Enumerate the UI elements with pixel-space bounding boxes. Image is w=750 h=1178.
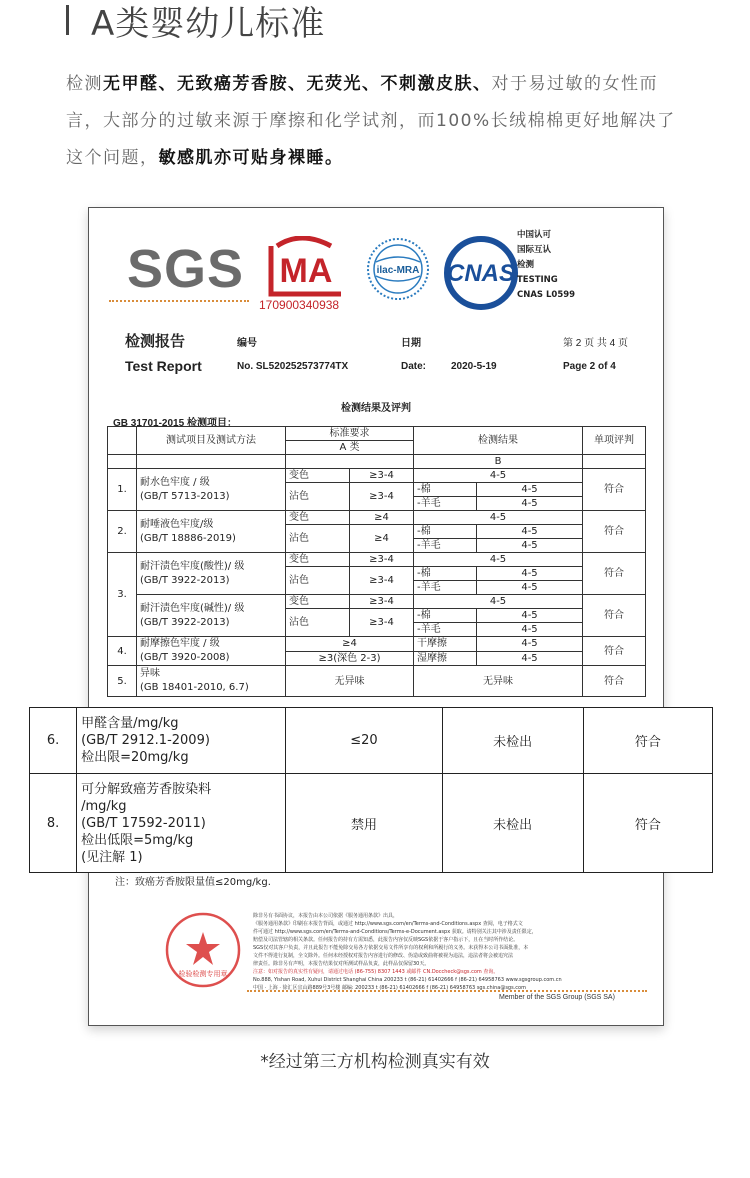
table-header-row bbox=[108, 427, 646, 441]
req-label: 变色 bbox=[286, 553, 350, 567]
result-label: -棉 bbox=[414, 567, 477, 581]
header-judgement: 单项评判 bbox=[583, 427, 646, 455]
cnas-logo-text: CNAS bbox=[446, 260, 516, 287]
results-table bbox=[107, 426, 646, 697]
cnas-line: TESTING bbox=[517, 275, 558, 285]
cnas-line: 国际互认 bbox=[517, 245, 552, 255]
cnas-line: 检测 bbox=[517, 260, 535, 270]
row-judgement: 符合 bbox=[583, 469, 646, 511]
page-number-cn: 第 2 页 共 4 页 bbox=[563, 338, 629, 349]
row-item bbox=[77, 708, 286, 774]
table-row bbox=[108, 511, 646, 525]
row-number: 2. bbox=[108, 511, 137, 553]
fine-line: 律责任。除非另有声明，本报告结果仅对所测试样品负责，此样品仅保留30天。 bbox=[253, 961, 430, 967]
cma-logo-text: MA bbox=[279, 252, 333, 290]
report-title-cn: 检测报告 bbox=[125, 332, 186, 350]
date-label-en: Date: bbox=[401, 361, 427, 372]
result-value: 4-5 bbox=[414, 511, 583, 525]
result-value: 无异味 bbox=[414, 666, 583, 697]
req-value: ≥3-4 bbox=[350, 553, 414, 567]
req-label: 沾色 bbox=[286, 567, 350, 595]
table-row bbox=[108, 595, 646, 609]
fine-line: 除非另有书面协议，本报告由本公司依据《服务通用条款》出具， bbox=[253, 913, 399, 919]
item-name: 耐摩擦色牢度 / 级 bbox=[140, 638, 220, 649]
result-label: -棉 bbox=[414, 609, 477, 623]
table-row bbox=[108, 666, 646, 697]
page-number-en: Page 2 of 4 bbox=[563, 361, 616, 372]
item-method: (GB/T 3922-2013) bbox=[140, 574, 230, 586]
report-date: 2020-5-19 bbox=[451, 361, 497, 372]
row-number: 8. bbox=[30, 774, 77, 873]
table-header-row bbox=[108, 455, 646, 469]
table-row bbox=[108, 637, 646, 652]
result-value: 4-5 bbox=[477, 637, 583, 652]
fine-line: 赔偿及司法管辖的相关条款。任何报告的持有方需知悉，此报告内容仅反映SGS依据于客户指示下，且在当时所作结论。 bbox=[253, 937, 519, 943]
item-line: /mg/kg bbox=[81, 798, 127, 814]
req-value: ≤20 bbox=[286, 708, 442, 774]
sgs-logo: SGS bbox=[127, 239, 245, 299]
fine-line: SGS仅对其客户负责，并且此报告不能免除交易各方依据交易文件所享有的权利和所履行的义务。未获得本公司书面批准，本 bbox=[253, 945, 529, 951]
result-label: 湿摩擦 bbox=[414, 651, 477, 666]
row-item bbox=[137, 595, 286, 637]
header-requirement: 标准要求 bbox=[286, 427, 414, 441]
result-label: -羊毛 bbox=[414, 539, 477, 553]
table-cell bbox=[286, 455, 414, 469]
cma-logo bbox=[261, 236, 351, 306]
header-class-b: B bbox=[414, 455, 583, 469]
req-value: 无异味 bbox=[286, 666, 414, 697]
header-result: 检测结果 bbox=[414, 427, 583, 455]
req-label: 变色 bbox=[286, 511, 350, 525]
row-judgement: 符合 bbox=[583, 637, 646, 666]
result-label: -羊毛 bbox=[414, 497, 477, 511]
address-line: No.888, Yishan Road, Xuhui District Shanghai China 200233 t (86-21) 61402666 f (86-21) 64958763 www.sgsgroup.com.cn bbox=[253, 977, 562, 983]
item-name: 耐汗渍色牢度(酸性)/ 级 bbox=[140, 560, 245, 572]
result-value: 4-5 bbox=[477, 609, 583, 623]
result-label: 干摩擦 bbox=[414, 637, 477, 652]
req-value: ≥3-4 bbox=[350, 469, 414, 483]
item-name: 异味 bbox=[140, 668, 160, 679]
intro-bold-1: 无甲醛、无致癌芳香胺、无荧光、不刺激皮肤、 bbox=[103, 74, 492, 94]
row-judgement: 符合 bbox=[583, 553, 646, 595]
highlighted-results-table bbox=[29, 707, 713, 873]
intro-text-2: 对于易过敏的女性而言，大部分的过敏来源于摩擦和化学试剂，而100%长绒棉棉更好地解决了这个问题， bbox=[66, 74, 676, 168]
req-value: 禁用 bbox=[286, 774, 442, 873]
cnas-line: 中国认可 bbox=[517, 230, 552, 240]
row-judgement: 符合 bbox=[583, 774, 712, 873]
result-value: 4-5 bbox=[477, 623, 583, 637]
results-section-title: 检测结果及评判 bbox=[341, 403, 411, 414]
req-label: 沾色 bbox=[286, 609, 350, 637]
official-seal-stamp bbox=[163, 910, 243, 990]
req-label: 沾色 bbox=[286, 525, 350, 553]
row-item bbox=[137, 469, 286, 511]
row-item bbox=[137, 511, 286, 553]
cnas-logo bbox=[439, 234, 523, 312]
table-cell bbox=[108, 455, 137, 469]
row-judgement: 符合 bbox=[583, 666, 646, 697]
page-title: A类婴幼儿标准 bbox=[91, 3, 326, 44]
table-row bbox=[30, 774, 713, 873]
footnote: 注：致癌芳香胺限量值≤20mg/kg. bbox=[115, 877, 271, 888]
result-value: 4-5 bbox=[414, 553, 583, 567]
row-item bbox=[77, 774, 286, 873]
row-item bbox=[137, 637, 286, 666]
header-class: A 类 bbox=[286, 441, 414, 455]
item-line: 甲醛含量/mg/kg bbox=[81, 716, 179, 731]
result-value: 4-5 bbox=[477, 483, 583, 497]
table-row bbox=[108, 469, 646, 483]
result-value: 未检出 bbox=[442, 774, 583, 873]
row-judgement: 符合 bbox=[583, 595, 646, 637]
intro-text-1: 检测 bbox=[66, 74, 103, 94]
item-name: 耐汗渍色牢度(碱性)/ 级 bbox=[140, 602, 245, 614]
req-label: 沾色 bbox=[286, 483, 350, 511]
item-line: 可分解致癌芳香胺染料 bbox=[81, 781, 212, 797]
row-item bbox=[137, 666, 286, 697]
row-number: 6. bbox=[30, 708, 77, 774]
req-label: 变色 bbox=[286, 469, 350, 483]
intro-bold-2: 敏感肌亦可贴身裸睡。 bbox=[158, 148, 344, 168]
ilac-mra-logo bbox=[365, 230, 431, 308]
result-value: 4-5 bbox=[477, 525, 583, 539]
item-method: (GB/T 3922-2013) bbox=[140, 616, 230, 628]
item-name: 耐水色牢度 / 级 bbox=[140, 476, 210, 488]
result-value: 4-5 bbox=[477, 539, 583, 553]
table-row bbox=[30, 708, 713, 774]
number-label: 编号 bbox=[237, 338, 257, 349]
result-value: 4-5 bbox=[414, 595, 583, 609]
fine-line: 《服务通用条款》印刷在本报告背面，或通过 http://www.sgs.com/en/Terms-and-Conditions.aspx 查阅，电子格式文 bbox=[253, 921, 523, 927]
table-cell bbox=[583, 455, 646, 469]
row-item bbox=[137, 553, 286, 595]
cnas-line: CNAS L0599 bbox=[517, 290, 576, 300]
cnas-accreditation-text bbox=[517, 228, 575, 303]
item-line: (GB/T 17592-2011) bbox=[81, 815, 206, 831]
result-value: 未检出 bbox=[442, 708, 583, 774]
standard-label: GB 31701-2015 检测项目： bbox=[113, 418, 237, 429]
result-value: 4-5 bbox=[477, 567, 583, 581]
result-value: 4-5 bbox=[414, 469, 583, 483]
req-value: ≥3-4 bbox=[350, 483, 414, 511]
row-number: 5. bbox=[108, 666, 137, 697]
table-row bbox=[108, 553, 646, 567]
item-method: (GB/T 5713-2013) bbox=[140, 490, 230, 502]
result-label: -羊毛 bbox=[414, 581, 477, 595]
req-value: ≥3-4 bbox=[350, 609, 414, 637]
item-method: (GB/T 18886-2019) bbox=[140, 532, 236, 544]
cma-number: 170900340938 bbox=[259, 298, 340, 312]
sgs-member-text: Member of the SGS Group (SGS SA) bbox=[499, 994, 615, 1001]
item-line: (GB/T 2912.1-2009) bbox=[81, 733, 210, 748]
test-report-document bbox=[88, 207, 664, 1026]
footer-divider bbox=[247, 990, 647, 992]
result-label: -羊毛 bbox=[414, 623, 477, 637]
item-method: (GB/T 3920-2008) bbox=[140, 652, 230, 663]
item-line: 检出限=20mg/kg bbox=[81, 750, 189, 765]
date-label-cn: 日期 bbox=[401, 338, 421, 349]
req-value: ≥3(深色 2-3) bbox=[286, 651, 414, 666]
verification-caption: *经过第三方机构检测真实有效 bbox=[260, 1052, 490, 1072]
row-number: 4. bbox=[108, 637, 137, 666]
req-label: 变色 bbox=[286, 595, 350, 609]
row-number: 3. bbox=[108, 553, 137, 637]
sgs-logo-underline bbox=[109, 300, 249, 302]
header-cell bbox=[108, 427, 137, 455]
item-method: (GB 18401-2010, 6.7) bbox=[140, 682, 249, 693]
row-judgement: 符合 bbox=[583, 708, 712, 774]
result-value: 4-5 bbox=[477, 497, 583, 511]
row-number: 1. bbox=[108, 469, 137, 511]
fine-line-warning: 注意：如对报告的真实性有疑问，请通过电话 (86-755) 8307 1443 或邮件 CN.Doccheck@sgs.com 查询。 bbox=[253, 969, 499, 975]
req-value: ≥4 bbox=[286, 637, 414, 652]
result-label: -棉 bbox=[414, 483, 477, 497]
report-number: No. SL520252573774TX bbox=[237, 361, 349, 372]
row-judgement: 符合 bbox=[583, 511, 646, 553]
seal-text: 检验检测专用章 bbox=[178, 970, 228, 978]
req-value: ≥3-4 bbox=[350, 567, 414, 595]
item-line: 检出低限=5mg/kg bbox=[81, 832, 194, 848]
item-name: 耐唾液色牢度/级 bbox=[140, 518, 214, 530]
report-title-en: Test Report bbox=[125, 358, 202, 374]
req-value: ≥4 bbox=[350, 511, 414, 525]
header-accent-bar bbox=[66, 5, 69, 35]
result-label: -棉 bbox=[414, 525, 477, 539]
item-line: (见注解 1) bbox=[81, 849, 143, 865]
fine-line: 文件不得进行复制，全文除外。任何未经授权对报告内容进行的修改、伪造或致曲将被视为违法，违法者将会被追究法 bbox=[253, 953, 514, 959]
result-value: 4-5 bbox=[477, 581, 583, 595]
req-value: ≥4 bbox=[350, 525, 414, 553]
header-item: 测试项目及测试方法 bbox=[137, 427, 286, 455]
intro-paragraph bbox=[66, 66, 686, 177]
certification-logos bbox=[109, 224, 639, 314]
terms-fine-print bbox=[253, 912, 643, 992]
address-line: 中国 · 上海 · 徐汇区宜山路889号3号楼 邮编: 200233 t (86-21) 61402666 f (86-21) 64958763 sgs.china@sgs.com bbox=[253, 985, 526, 991]
table-cell bbox=[137, 455, 286, 469]
fine-line: 件可通过 http://www.sgs.com/en/Terms-and-Conditions/Terms-e-Document.aspx 获取。请特别关注其中涉及责任限定， bbox=[253, 929, 537, 935]
result-value: 4-5 bbox=[477, 651, 583, 666]
ilac-logo-text: ilac-MRA bbox=[376, 265, 420, 276]
req-value: ≥3-4 bbox=[350, 595, 414, 609]
section-header bbox=[66, 0, 326, 44]
